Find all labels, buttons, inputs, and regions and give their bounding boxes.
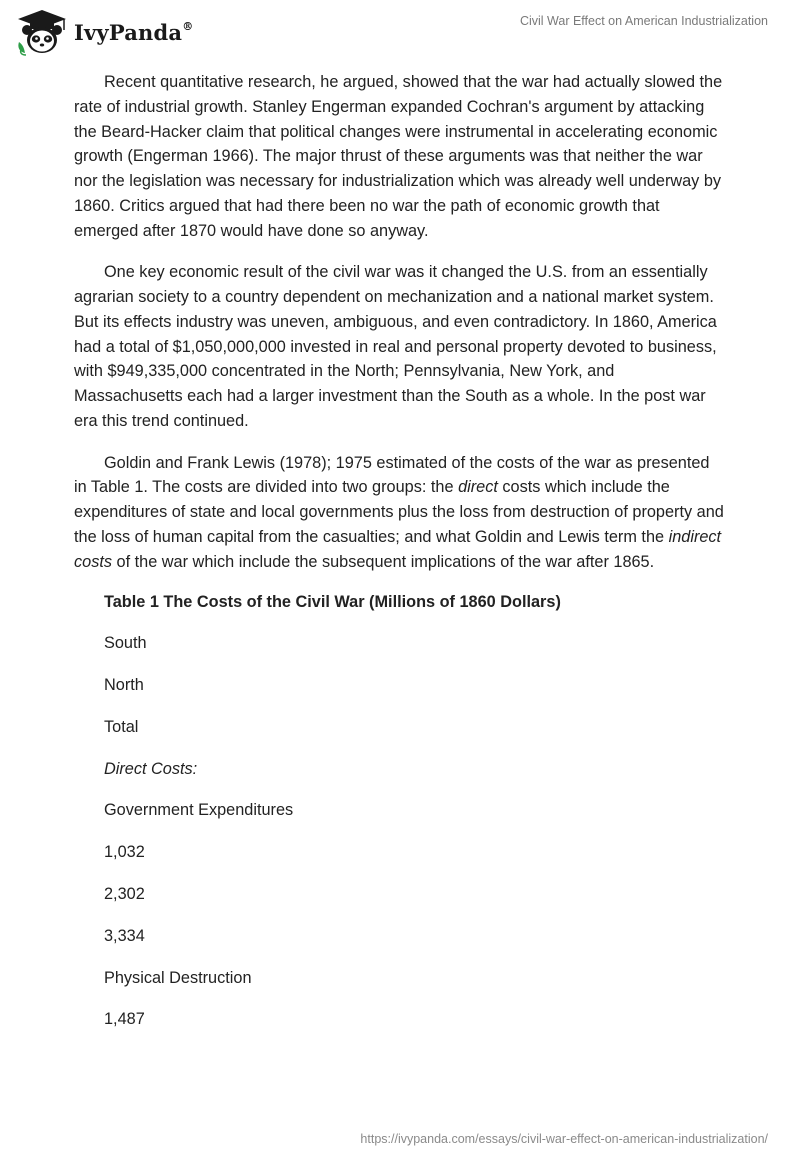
table-cell: Total (104, 717, 139, 736)
paragraph-1: Recent quantitative research, he argued, showed that the war had actually slowed the rate of industrial growth. Stanley Engerman expanded Cochran's argument by attacking the Beard-Hacker claim that political changes were instrumental in accelerating economic growth (Engerman 1966). The major thrust of these arguments was that neither the war nor the legislation was necessary for industrialization which was already well underway by 1860. Critics argued that had there been no war the path of economic growth that emerged after 1870 would have done so anyway. (74, 73, 723, 240)
panda-graduate-icon (16, 8, 68, 56)
table-cell: South (104, 634, 147, 653)
essay-content (74, 70, 724, 1050)
paragraph-3: Goldin and Frank Lewis (1978); 1975 estimated of the costs of the war as presented in Table 1. The costs are divided into two groups: the direct costs which include the expenditures of state and local governments plus the loss from destruction of property and the loss of human capital from the casualties; and what Goldin and Lewis term the indirect costs of the war which include the subsequent implications of the war after 1865. (74, 453, 724, 571)
source-url[interactable]: https://ivypanda.com/essays/civil-war-effect-on-american-industrialization/ (360, 1132, 768, 1146)
table-cell: 2,302 (104, 884, 145, 903)
table-cell: 1,032 (104, 843, 145, 862)
table-cell: Government Expenditures (104, 801, 294, 820)
paragraph-2: One key economic result of the civil war was it changed the U.S. from an essentially agrarian society to a country dependent on mechanization and a national market system. But its effects industry was uneven, ambiguous, and even contradictory. In 1860, America had a total of $1,050,000,000 invested in real and personal property devoted to business, with $949,335,000 concentrated in the North; Pennsylvania, New York, and Massachusetts each had a larger investment than the South as a whole. In the post war era this trend continued. (74, 263, 717, 431)
table-cell: North (104, 676, 144, 694)
document-title: Civil War Effect on American Industrialization (519, 14, 768, 28)
table-cell: 1,487 (104, 1010, 145, 1029)
table-title: Table 1 The Costs of the Civil War (Millions of 1860 Dollars) (104, 593, 561, 612)
table-cells (74, 632, 724, 1030)
table-cell: 3,334 (104, 926, 145, 945)
page-header (0, 0, 800, 60)
table-cell: Direct Costs: (104, 759, 198, 778)
ivypanda-logo[interactable] (16, 8, 193, 56)
brand-name: IvyPanda® (74, 19, 194, 45)
table-cell: Physical Destruction (104, 968, 252, 987)
